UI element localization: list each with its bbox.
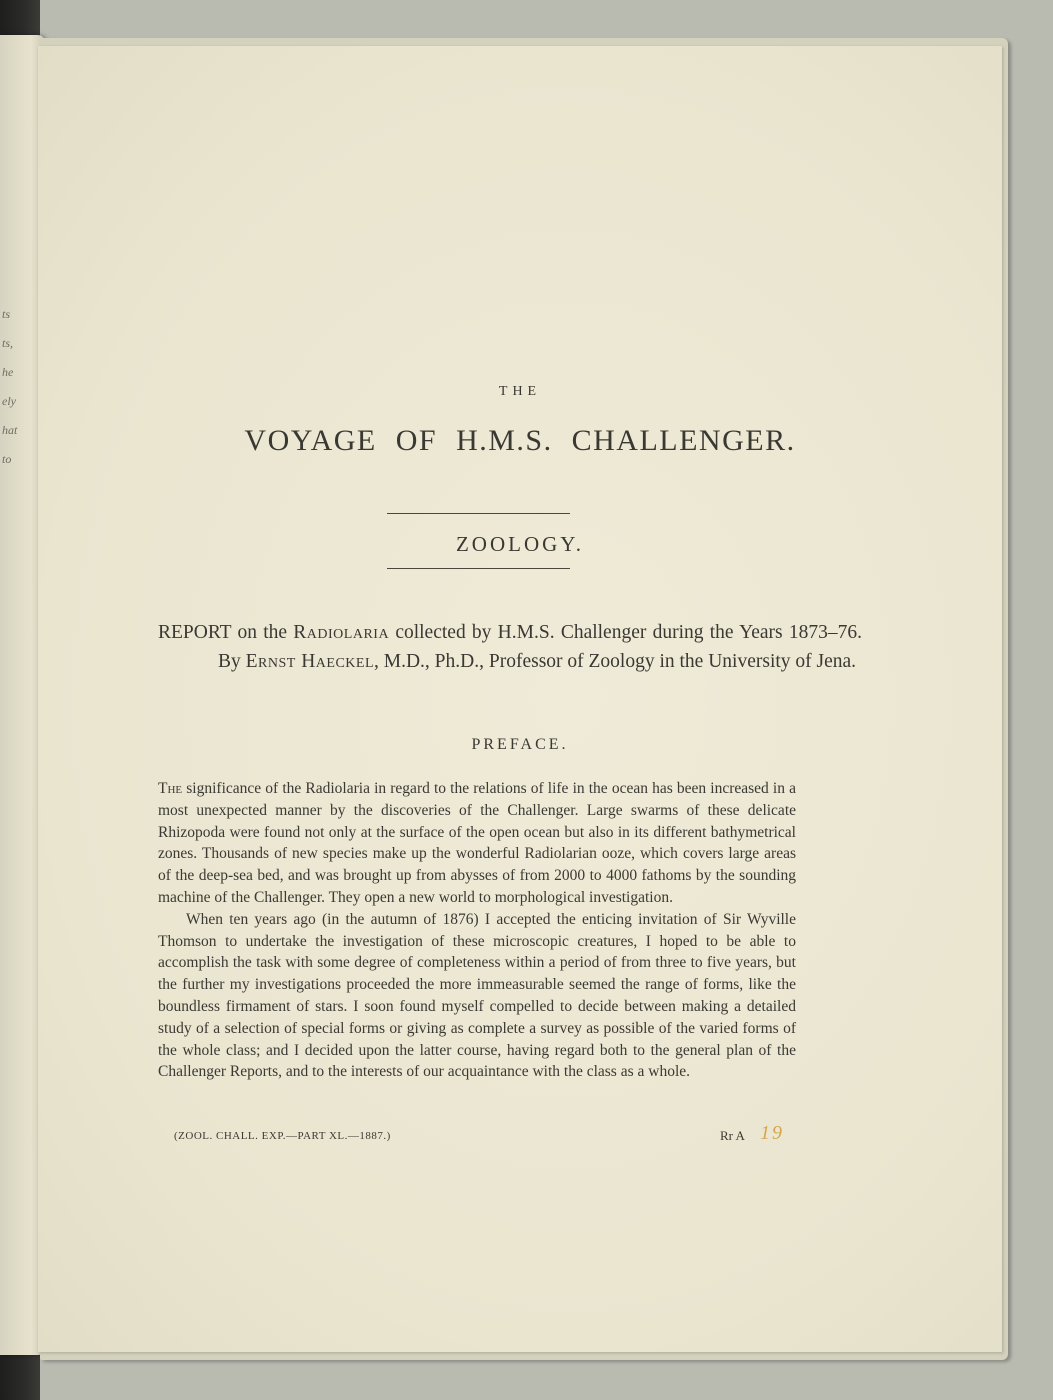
title-prefix: THE xyxy=(498,384,542,399)
fragment-text: ely xyxy=(2,394,16,408)
fragment-text: hat xyxy=(2,423,18,437)
section-title: ZOOLOGY. xyxy=(455,532,585,556)
divider-rule xyxy=(387,568,570,569)
fragment-text: ts, xyxy=(2,336,14,350)
footer-sheet-mark: Rr A xyxy=(720,1128,745,1143)
handwritten-mark: 19 xyxy=(760,1122,784,1144)
divider-rule xyxy=(387,513,570,514)
main-title: VOYAGE OF H.M.S. CHALLENGER. xyxy=(244,424,796,457)
report-title xyxy=(158,618,862,676)
fragment-text: he xyxy=(2,365,14,379)
facing-page-text-fragments xyxy=(2,307,32,481)
report-author: Ernst Haeckel xyxy=(245,651,375,672)
report-text: REPORT on the xyxy=(158,622,294,643)
fragment-text: ts xyxy=(2,307,11,321)
report-text: , M.D., Ph.D., Professor of Zoology in the University of Jena. xyxy=(374,651,857,672)
paragraph-lead: The xyxy=(158,780,183,797)
footer-signature: (ZOOL. CHALL. EXP.—PART XL.—1887.) xyxy=(174,1130,391,1142)
report-subject: Radiolaria xyxy=(293,622,390,643)
fragment-text: to xyxy=(2,452,12,466)
paragraph: When ten years ago (in the autumn of 1876) I accepted the enticing invitation of Sir Wyville Thomson to undertake the investigation of these microscopic creatures, I hoped to be able to accomplish the task with some degree of completeness within a period of from three to five years, but the further my investigations proceeded the more immeasurable seemed the range of forms, like the boundless firmament of stars. I soon found myself compelled to decide between making a detailed study of a selection of special forms or giving as complete a survey as possible of the varied forms of the whole class; and I decided upon the latter course, having regard both to the general plan of the Challenger Reports, and to the interests of our acquaintance with the class as a whole. xyxy=(158,910,796,1081)
paragraph xyxy=(158,778,796,909)
book-page xyxy=(38,46,1002,1352)
preface-heading: PREFACE. xyxy=(471,736,569,753)
preface-body xyxy=(158,778,796,1083)
paragraph-text: significance of the Radiolaria in regard to the relations of life in the ocean has been increased in a most unexpected manner by the discoveries of the Challenger. Large swarms of these delicate Rhizopoda were found not only at the surface of the open ocean but also in its different bathymetrical zones. Thousands of new species make up the wonderful Radiolarian ooze, which covers large areas of the deep-sea bed, and was brought up from abysses of from 2000 to 4000 fathoms by the sounding machine of the Challenger. They open a new world to morphological investigation. xyxy=(158,780,796,906)
report-text: collected by H.M.S. Challenger during the Years 1873–76. By xyxy=(218,622,862,672)
